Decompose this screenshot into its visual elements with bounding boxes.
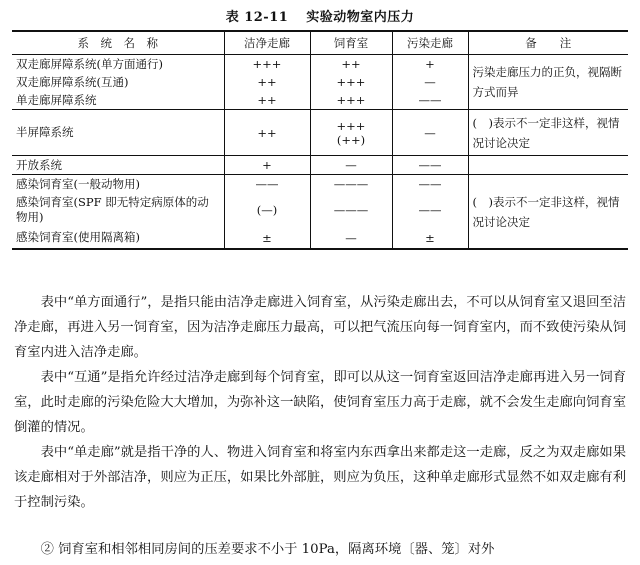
system-name: 半屏障系统	[12, 110, 224, 156]
remark: ( )表示不一定非这样，视情况讨论决定	[468, 110, 628, 156]
clean-value: ++	[224, 110, 310, 156]
system-name: 感染饲育室(一般动物用)	[12, 175, 224, 194]
clean-value: ±	[224, 227, 310, 249]
paragraph-one-way: 表中“单方面通行”，是指只能由洁净走廊进入饲育室，从污染走廊出去，不可以从饲育室又退回至洁净走廊，再进入另一饲育室，因为洁净走廊压力最高，可以把气流压向每一饲育室内，而不致使污染从饲育室内进入洁净走廊。	[14, 295, 626, 360]
table-row	[12, 110, 628, 156]
breed-value: ———	[310, 175, 392, 194]
dirty-value: ——	[392, 156, 468, 175]
clean-value: +++	[224, 55, 310, 74]
breed-value-main: +++	[336, 118, 366, 133]
dirty-value: —	[392, 110, 468, 156]
paragraph-single-corridor: 表中“单走廊”就是指干净的人、物进入饲育室和将室内东西拿出来都走这一走廊，反之为双走廊如果该走廊相对于外部洁净，则应为正压，如果比外部脏，则应为负压，这种单走廊形式显然不如双走廊有利于控制污染。	[14, 445, 626, 510]
breed-value: ———	[310, 193, 392, 227]
dirty-value: ——	[392, 91, 468, 110]
breed-value: ++	[310, 55, 392, 74]
breed-value: +++	[310, 73, 392, 91]
clean-value: ——	[224, 175, 310, 194]
dirty-value: ——	[392, 193, 468, 227]
table-caption: 实验动物室内压力	[306, 10, 415, 25]
paragraph-pressure-diff: ② 饲育室和相邻相同房间的压差要求不小于 10Pa，隔离环境〔器、笼〕对外	[40, 542, 495, 557]
remark: 污染走廊压力的正负，视隔断方式而异	[468, 55, 628, 110]
breed-value: —	[310, 156, 392, 175]
system-name: 单走廊屏障系统	[12, 91, 224, 110]
remark: ( )表示不一定非这样，视情况讨论决定	[468, 175, 628, 250]
system-name: 双走廊屏障系统(互通)	[12, 73, 224, 91]
system-name: 开放系统	[12, 156, 224, 175]
clean-value: ++	[224, 91, 310, 110]
system-name: 感染饲育室(SPF 即无特定病原体的动物用)	[12, 193, 224, 227]
clean-value: (—)	[224, 193, 310, 227]
breed-value: —	[310, 227, 392, 249]
paragraph-interconnect: 表中“互通”是指允许经过洁净走廊到每个饲育室，即可以从这一饲育室返回洁净走廊再进入另一饲育室，此时走廊的污染危险大大增加，为弥补这一缺陷，使饲育室压力高于走廊，就不会发生走廊向饲育室倒灌的情况。	[14, 370, 626, 435]
header-row	[12, 31, 628, 55]
clean-value: +	[224, 156, 310, 175]
dirty-value: ——	[392, 175, 468, 194]
clean-value: ++	[224, 73, 310, 91]
header-remark: 备 注	[468, 31, 628, 55]
header-system: 系 统 名 称	[12, 31, 224, 55]
pressure-table	[12, 30, 628, 250]
header-clean-corridor: 洁净走廊	[224, 31, 310, 55]
breed-value: +++	[310, 91, 392, 110]
table-row	[12, 175, 628, 194]
dirty-value: —	[392, 73, 468, 91]
table-number: 表 12-11	[225, 10, 289, 25]
breed-value	[310, 110, 392, 156]
header-dirty-corridor: 污染走廊	[392, 31, 468, 55]
dirty-value: ±	[392, 227, 468, 249]
table-row	[12, 156, 628, 175]
header-breeding-room: 饲育室	[310, 31, 392, 55]
system-name: 感染饲育室(使用隔离箱)	[12, 227, 224, 249]
table-title	[0, 6, 640, 25]
dirty-value: +	[392, 55, 468, 74]
system-name: 双走廊屏障系统(单方面通行)	[12, 55, 224, 74]
table-row	[12, 55, 628, 74]
remark-empty	[468, 156, 628, 175]
breed-value-alt: (++)	[336, 132, 366, 147]
